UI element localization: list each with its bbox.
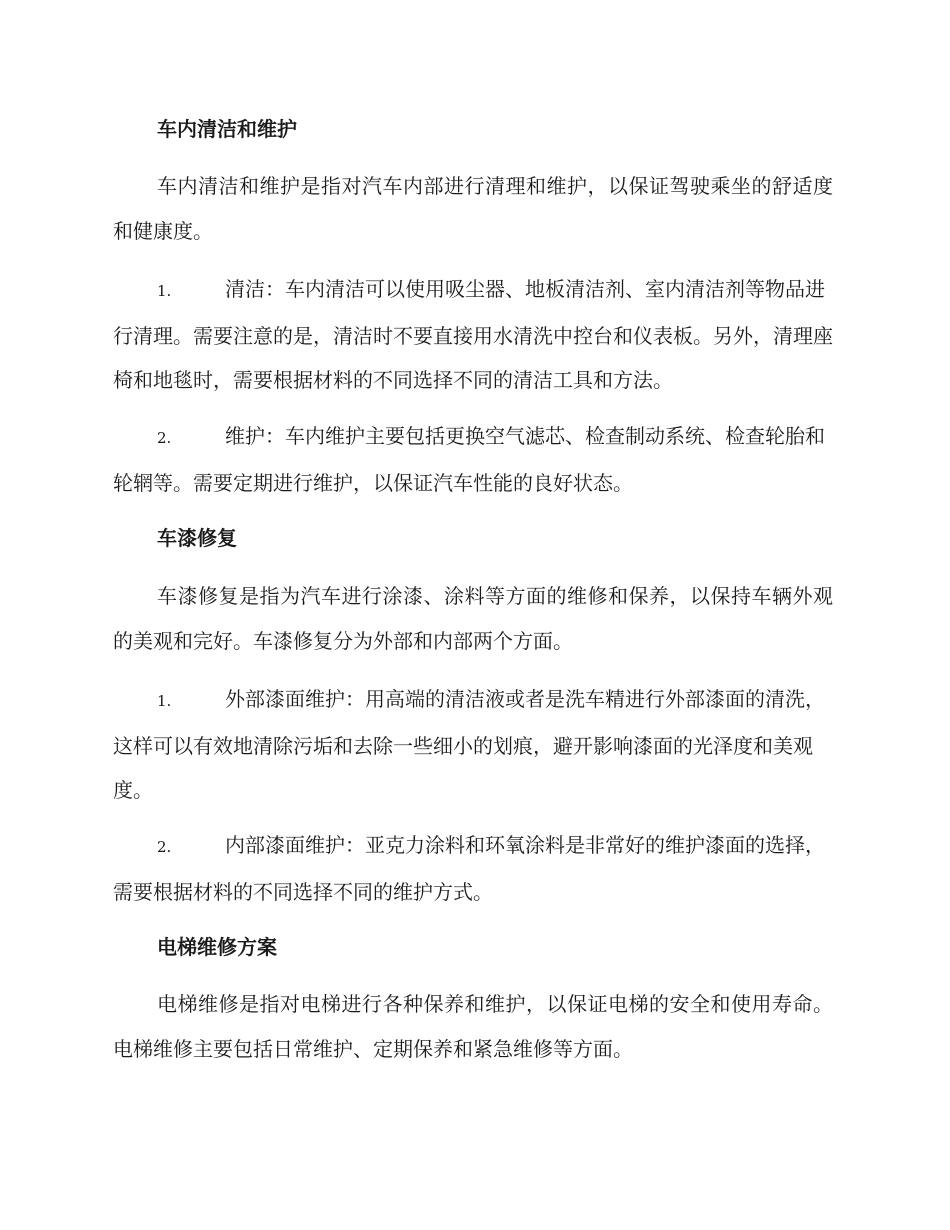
section-intro-paint-repair: 车漆修复是指为汽车进行涂漆、涂料等方面的维修和保养，以保持车辆外观的美观和完好。车漆修复分为外部和内部两个方面。 [113, 584, 833, 653]
list-number: 1. [157, 692, 172, 710]
section-heading-elevator-repair: 电梯维修方案 [157, 935, 277, 959]
list-item [113, 414, 833, 505]
list-item-text: 外部漆面维护：用高端的清洁液或者是洗车精进行外部漆面的清洗，这样可以有效地清除污垢和去除一些细小的划痕，避开影响漆面的光泽度和美观度。 [113, 687, 825, 802]
list-item [113, 823, 833, 914]
list-item [113, 677, 833, 813]
list-item-text: 清洁：车内清洁可以使用吸尘器、地板清洁剂、室内清洁剂等物品进行清理。需要注意的是，清洁时不要直接用水清洗中控台和仪表板。另外，清理座椅和地毯时，需要根据材料的不同选择不同的清洁工具和方法。 [113, 277, 833, 392]
list-number: 1. [157, 282, 172, 300]
list-item [113, 267, 833, 403]
section-intro-interior-cleaning: 车内清洁和维护是指对汽车内部进行清理和维护，以保证驾驶乘坐的舒适度和健康度。 [113, 174, 833, 243]
list-number: 2. [157, 838, 172, 856]
section-heading-paint-repair: 车漆修复 [157, 526, 237, 550]
section-intro-elevator-repair: 电梯维修是指对电梯进行各种保养和维护，以保证电梯的安全和使用寿命。电梯维修主要包括日常维护、定期保养和紧急维修等方面。 [113, 992, 833, 1061]
section-heading-interior-cleaning: 车内清洁和维护 [157, 117, 297, 141]
list-number: 2. [157, 429, 172, 447]
list-item-text: 维护：车内维护主要包括更换空气滤芯、检查制动系统、检查轮胎和轮辋等。需要定期进行维护，以保证汽车性能的良好状态。 [113, 424, 825, 495]
list-item-text: 内部漆面维护：亚克力涂料和环氧涂料是非常好的维护漆面的选择，需要根据材料的不同选择不同的维护方式。 [113, 833, 825, 904]
